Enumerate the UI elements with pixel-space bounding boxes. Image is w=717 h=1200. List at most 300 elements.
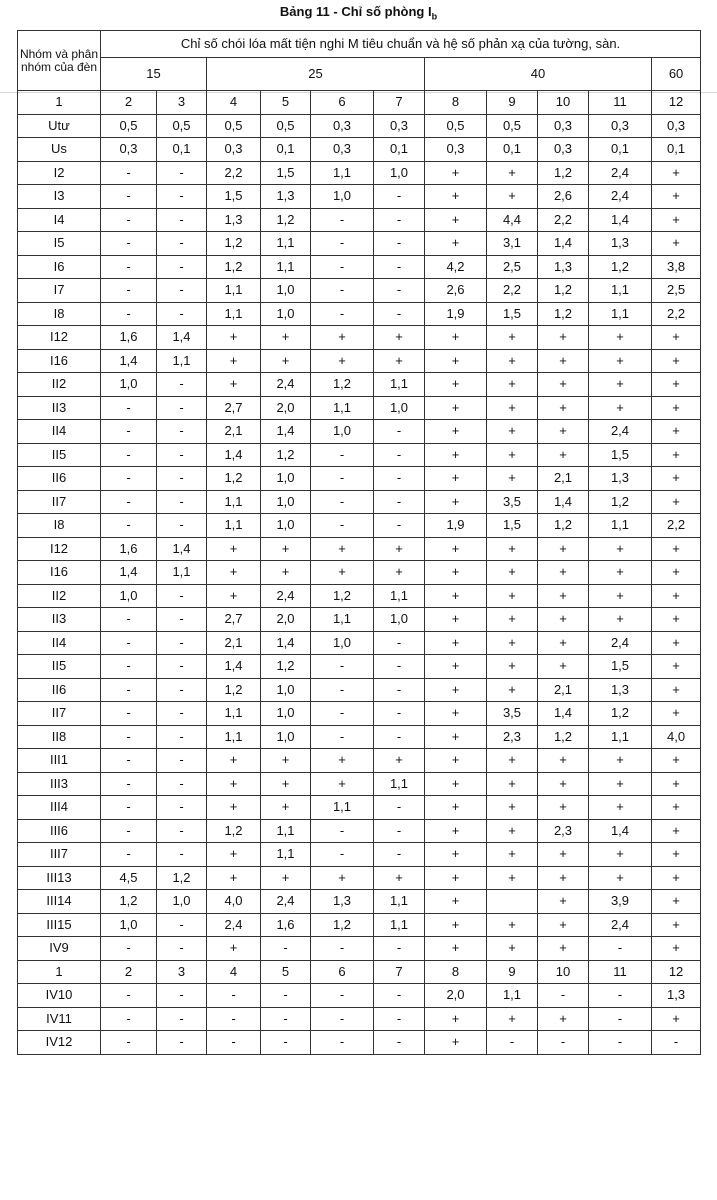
table-cell: 3 xyxy=(157,91,207,115)
table-cell: + xyxy=(652,326,701,350)
table-cell: - xyxy=(157,467,207,491)
row-label-cell: II6 xyxy=(18,467,101,491)
table-cell: + xyxy=(425,1031,487,1055)
main-column-header: Chỉ số chói lóa mất tiện nghi M tiêu chuẩn và hệ số phản xạ của tường, sàn. xyxy=(101,31,701,58)
table-row xyxy=(18,960,701,984)
row-label-cell: II2 xyxy=(18,584,101,608)
table-cell: 2,2 xyxy=(207,161,261,185)
table-cell: 0,1 xyxy=(261,138,311,162)
table-cell: 1,0 xyxy=(261,279,311,303)
table-cell: + xyxy=(589,608,652,632)
table-cell: + xyxy=(652,443,701,467)
table-cell: 8 xyxy=(425,91,487,115)
table-cell: 3,5 xyxy=(487,702,538,726)
table-cell: 1,6 xyxy=(101,537,157,561)
table-row xyxy=(18,702,701,726)
table-cell: - xyxy=(538,984,589,1008)
table-cell: - xyxy=(207,1007,261,1031)
table-row xyxy=(18,302,701,326)
table-cell: 1,4 xyxy=(207,443,261,467)
table-cell: 1,2 xyxy=(311,584,374,608)
table-cell: 1,4 xyxy=(261,420,311,444)
table-cell: + xyxy=(425,819,487,843)
table-cell: - xyxy=(311,232,374,256)
table-cell: - xyxy=(101,631,157,655)
table-title xyxy=(0,4,717,22)
table-cell: - xyxy=(374,937,425,961)
table-row xyxy=(18,1007,701,1031)
table-cell: + xyxy=(487,631,538,655)
table-cell: 2,2 xyxy=(538,208,589,232)
table-cell: + xyxy=(487,349,538,373)
table-cell: 1,3 xyxy=(538,255,589,279)
table-cell: + xyxy=(652,702,701,726)
table-cell: + xyxy=(538,772,589,796)
table-cell: - xyxy=(311,655,374,679)
table-cell: 1,2 xyxy=(207,819,261,843)
table-cell: - xyxy=(157,655,207,679)
table-cell: + xyxy=(425,443,487,467)
table-cell: 4,0 xyxy=(207,890,261,914)
table-cell: + xyxy=(207,537,261,561)
table-cell: - xyxy=(311,514,374,538)
table-cell: + xyxy=(652,608,701,632)
table-cell: + xyxy=(261,772,311,796)
table-cell: + xyxy=(425,349,487,373)
row-label-cell: III3 xyxy=(18,772,101,796)
table-cell: + xyxy=(425,631,487,655)
table-cell: + xyxy=(589,396,652,420)
table-cell: 1,2 xyxy=(538,302,589,326)
table-cell: 2,7 xyxy=(207,396,261,420)
table-cell: 1,9 xyxy=(425,514,487,538)
table-cell: 9 xyxy=(487,960,538,984)
table-cell: + xyxy=(207,373,261,397)
table-cell: + xyxy=(487,608,538,632)
table-cell: - xyxy=(157,490,207,514)
table-cell: + xyxy=(652,420,701,444)
row-label-cell: IV9 xyxy=(18,937,101,961)
table-cell: - xyxy=(374,302,425,326)
table-cell: - xyxy=(311,467,374,491)
row-label-cell: Us xyxy=(18,138,101,162)
table-cell: + xyxy=(487,396,538,420)
table-cell: + xyxy=(374,561,425,585)
row-label-cell: II3 xyxy=(18,396,101,420)
table-cell: - xyxy=(538,1031,589,1055)
table-cell: + xyxy=(652,1007,701,1031)
table-cell: 1,4 xyxy=(538,702,589,726)
table-cell: + xyxy=(538,749,589,773)
table-cell: 0,1 xyxy=(589,138,652,162)
table-cell: 4,4 xyxy=(487,208,538,232)
table-cell: 1,3 xyxy=(652,984,701,1008)
table-cell: + xyxy=(538,608,589,632)
table-cell: 11 xyxy=(589,91,652,115)
table-cell: - xyxy=(374,232,425,256)
table-cell: 1,3 xyxy=(311,890,374,914)
table-cell: + xyxy=(425,890,487,914)
table-cell: + xyxy=(311,772,374,796)
table-cell: 0,5 xyxy=(157,114,207,138)
table-row xyxy=(18,91,701,115)
table-cell: + xyxy=(538,655,589,679)
table-row xyxy=(18,208,701,232)
table-cell: - xyxy=(311,302,374,326)
table-row xyxy=(18,279,701,303)
table-cell: - xyxy=(589,1031,652,1055)
table-cell: - xyxy=(101,702,157,726)
table-cell: + xyxy=(425,937,487,961)
table-cell: 1,1 xyxy=(311,396,374,420)
table-cell: - xyxy=(101,678,157,702)
table-cell: - xyxy=(261,1031,311,1055)
table-row xyxy=(18,349,701,373)
table-cell: + xyxy=(652,890,701,914)
table-cell: + xyxy=(261,537,311,561)
table-cell: - xyxy=(157,255,207,279)
table-cell: - xyxy=(261,984,311,1008)
table-cell: 1,1 xyxy=(207,279,261,303)
row-label-cell: II7 xyxy=(18,702,101,726)
table-cell: 1,1 xyxy=(157,349,207,373)
table-cell: + xyxy=(425,208,487,232)
table-cell: - xyxy=(101,185,157,209)
table-cell: 2,2 xyxy=(487,279,538,303)
table-cell: - xyxy=(374,208,425,232)
table-row xyxy=(18,678,701,702)
table-cell: - xyxy=(157,913,207,937)
table-cell: 1,2 xyxy=(538,279,589,303)
table-cell: + xyxy=(487,913,538,937)
row-label-cell: I4 xyxy=(18,208,101,232)
table-row xyxy=(18,561,701,585)
table-cell: 2,6 xyxy=(425,279,487,303)
table-cell: + xyxy=(425,490,487,514)
table-cell: 0,5 xyxy=(487,114,538,138)
table-cell: 1,0 xyxy=(374,161,425,185)
table-cell: + xyxy=(207,584,261,608)
table-cell: 1,3 xyxy=(207,208,261,232)
table-cell: - xyxy=(157,514,207,538)
table-cell: - xyxy=(101,279,157,303)
table-cell: - xyxy=(101,1007,157,1031)
table-cell: 1,5 xyxy=(589,443,652,467)
table-row xyxy=(18,185,701,209)
group-column-header: Nhóm và phân nhóm của đèn xyxy=(18,31,101,91)
table-cell: 1,9 xyxy=(425,302,487,326)
table-cell: 1,4 xyxy=(538,490,589,514)
table-cell: 1,4 xyxy=(589,819,652,843)
row-label-cell: III15 xyxy=(18,913,101,937)
table-cell: 1,2 xyxy=(261,208,311,232)
row-label-cell: III13 xyxy=(18,866,101,890)
table-cell: + xyxy=(652,584,701,608)
table-cell: + xyxy=(652,537,701,561)
table-cell: 1,2 xyxy=(311,373,374,397)
table-cell: - xyxy=(374,1007,425,1031)
table-cell: 1,0 xyxy=(311,631,374,655)
table-cell: 0,1 xyxy=(374,138,425,162)
table-cell: 4 xyxy=(207,960,261,984)
table-cell: + xyxy=(652,866,701,890)
row-label-cell: 1 xyxy=(18,91,101,115)
table-cell: - xyxy=(157,1031,207,1055)
table-cell: + xyxy=(652,161,701,185)
table-cell: - xyxy=(374,725,425,749)
table-cell: + xyxy=(652,843,701,867)
table-cell: 1,4 xyxy=(101,349,157,373)
table-cell: - xyxy=(374,819,425,843)
table-row xyxy=(18,866,701,890)
table-cell: + xyxy=(589,349,652,373)
table-cell: + xyxy=(425,232,487,256)
table-cell: 1,0 xyxy=(261,514,311,538)
table-cell: - xyxy=(487,1031,538,1055)
table-cell: 1,3 xyxy=(589,232,652,256)
table-cell: 6 xyxy=(311,91,374,115)
table-cell: 0,5 xyxy=(261,114,311,138)
table-cell: - xyxy=(101,1031,157,1055)
table-row xyxy=(18,772,701,796)
table-cell: + xyxy=(261,796,311,820)
table-cell: 1,1 xyxy=(374,890,425,914)
table-cell: 1,2 xyxy=(207,255,261,279)
level-header-15: 15 xyxy=(101,58,207,91)
row-label-cell: III7 xyxy=(18,843,101,867)
table-cell: - xyxy=(157,396,207,420)
table-cell: 0,3 xyxy=(538,138,589,162)
table-cell: 10 xyxy=(538,960,589,984)
table-cell: + xyxy=(538,584,589,608)
table-cell: + xyxy=(261,749,311,773)
table-cell: - xyxy=(157,631,207,655)
table-cell: + xyxy=(425,373,487,397)
table-cell: - xyxy=(101,396,157,420)
table-cell: - xyxy=(157,702,207,726)
table-cell: + xyxy=(487,772,538,796)
table-cell: + xyxy=(538,866,589,890)
table-cell: + xyxy=(311,349,374,373)
table-row xyxy=(18,913,701,937)
table-cell: 10 xyxy=(538,91,589,115)
table-cell: + xyxy=(425,326,487,350)
table-row xyxy=(18,984,701,1008)
table-cell: - xyxy=(101,819,157,843)
table-cell: + xyxy=(261,326,311,350)
table-cell: + xyxy=(538,631,589,655)
table-cell: 2 xyxy=(101,960,157,984)
table-cell: - xyxy=(311,984,374,1008)
table-cell: 1,4 xyxy=(261,631,311,655)
table-row xyxy=(18,537,701,561)
table-cell: 1,2 xyxy=(589,490,652,514)
table-row xyxy=(18,443,701,467)
table-cell: + xyxy=(652,467,701,491)
table-cell: 5 xyxy=(261,960,311,984)
table-cell: 2,4 xyxy=(207,913,261,937)
table-cell: + xyxy=(538,796,589,820)
table-cell: - xyxy=(157,725,207,749)
table-cell: 1,0 xyxy=(101,584,157,608)
table-row xyxy=(18,1031,701,1055)
table-row xyxy=(18,490,701,514)
table-cell: + xyxy=(487,819,538,843)
row-label-cell: 1 xyxy=(18,960,101,984)
table-cell: - xyxy=(207,1031,261,1055)
row-label-cell: I6 xyxy=(18,255,101,279)
table-cell: + xyxy=(425,161,487,185)
table-cell: - xyxy=(157,749,207,773)
table-cell: 3,5 xyxy=(487,490,538,514)
table-cell: 2,1 xyxy=(207,420,261,444)
table-cell: + xyxy=(589,584,652,608)
table-cell: - xyxy=(311,279,374,303)
table-cell: - xyxy=(374,631,425,655)
table-cell: 0,3 xyxy=(652,114,701,138)
table-cell: 1,2 xyxy=(538,514,589,538)
table-cell: 0,3 xyxy=(311,138,374,162)
table-cell: 2,1 xyxy=(207,631,261,655)
table-row xyxy=(18,608,701,632)
table-cell: 0,3 xyxy=(101,138,157,162)
table-cell: - xyxy=(157,232,207,256)
table-cell: + xyxy=(207,326,261,350)
table-cell: 1,0 xyxy=(374,396,425,420)
table-cell xyxy=(487,890,538,914)
table-cell: 2,3 xyxy=(538,819,589,843)
table-cell: 0,5 xyxy=(101,114,157,138)
table-cell: 1,0 xyxy=(311,420,374,444)
table-cell: + xyxy=(652,185,701,209)
table-row xyxy=(18,514,701,538)
row-label-cell: I16 xyxy=(18,561,101,585)
table-cell: 1,2 xyxy=(157,866,207,890)
table-cell: - xyxy=(311,843,374,867)
row-label-cell: I8 xyxy=(18,302,101,326)
table-cell: + xyxy=(487,537,538,561)
table-cell: 1,3 xyxy=(589,467,652,491)
table-cell: 1,1 xyxy=(261,819,311,843)
table-cell: + xyxy=(589,843,652,867)
table-cell: 2,4 xyxy=(589,420,652,444)
row-label-cell: II4 xyxy=(18,420,101,444)
table-cell: + xyxy=(487,467,538,491)
table-cell: - xyxy=(101,490,157,514)
table-cell: 4,0 xyxy=(652,725,701,749)
table-cell: 1,2 xyxy=(207,467,261,491)
table-cell: - xyxy=(157,937,207,961)
row-label-cell: I7 xyxy=(18,279,101,303)
table-cell: + xyxy=(374,866,425,890)
table-cell: - xyxy=(311,255,374,279)
table-cell: 1,2 xyxy=(538,725,589,749)
table-cell: - xyxy=(101,467,157,491)
table-cell: - xyxy=(589,1007,652,1031)
table-cell: 1,1 xyxy=(311,796,374,820)
table-cell: - xyxy=(207,984,261,1008)
table-cell: - xyxy=(101,843,157,867)
table-cell: 1,1 xyxy=(207,302,261,326)
row-label-cell: I12 xyxy=(18,537,101,561)
table-cell: - xyxy=(101,608,157,632)
table-row xyxy=(18,655,701,679)
table-cell: - xyxy=(101,749,157,773)
table-cell: 0,3 xyxy=(425,138,487,162)
table-title-text: Bảng 11 - Chỉ số phòng I xyxy=(279,4,432,19)
table-cell: 2,0 xyxy=(261,608,311,632)
table-cell: 1,1 xyxy=(207,514,261,538)
table-cell: - xyxy=(374,279,425,303)
table-cell: + xyxy=(425,655,487,679)
table-cell: 7 xyxy=(374,960,425,984)
row-label-cell: I2 xyxy=(18,161,101,185)
table-cell: + xyxy=(261,349,311,373)
table-cell: + xyxy=(425,420,487,444)
table-cell: + xyxy=(207,772,261,796)
table-cell: + xyxy=(538,561,589,585)
table-cell: 1,0 xyxy=(101,373,157,397)
table-cell: 2,4 xyxy=(261,584,311,608)
table-cell: 1,0 xyxy=(261,302,311,326)
table-row xyxy=(18,819,701,843)
table-cell: + xyxy=(425,913,487,937)
table-cell: 4,5 xyxy=(101,866,157,890)
row-label-cell: Utư xyxy=(18,114,101,138)
table-cell: + xyxy=(487,866,538,890)
table-cell: - xyxy=(374,255,425,279)
table-cell: - xyxy=(157,185,207,209)
table-cell: - xyxy=(101,443,157,467)
table-cell: - xyxy=(157,279,207,303)
table-cell: - xyxy=(157,1007,207,1031)
table-cell: 1,0 xyxy=(157,890,207,914)
table-cell: 3 xyxy=(157,960,207,984)
table-cell: + xyxy=(487,584,538,608)
table-cell: 1,0 xyxy=(311,185,374,209)
level-header-60: 60 xyxy=(652,58,701,91)
level-header-40: 40 xyxy=(425,58,652,91)
table-cell: - xyxy=(589,937,652,961)
table-cell: 1,4 xyxy=(157,537,207,561)
table-cell: - xyxy=(374,655,425,679)
row-label-cell: I16 xyxy=(18,349,101,373)
table-cell: 1,1 xyxy=(589,302,652,326)
table-row xyxy=(18,584,701,608)
table-cell: - xyxy=(261,1007,311,1031)
table-cell: 0,5 xyxy=(425,114,487,138)
table-cell: + xyxy=(425,467,487,491)
table-cell: - xyxy=(157,796,207,820)
table-cell: 1,0 xyxy=(261,725,311,749)
table-cell: + xyxy=(487,561,538,585)
table-cell: 2,0 xyxy=(425,984,487,1008)
table-cell: - xyxy=(157,608,207,632)
table-cell: 1,3 xyxy=(589,678,652,702)
level-header-25: 25 xyxy=(207,58,425,91)
table-cell: 1,0 xyxy=(374,608,425,632)
table-cell: - xyxy=(261,937,311,961)
row-label-cell: III14 xyxy=(18,890,101,914)
table-cell: + xyxy=(261,561,311,585)
table-cell: 11 xyxy=(589,960,652,984)
table-cell: 0,1 xyxy=(487,138,538,162)
table-cell: 1,1 xyxy=(487,984,538,1008)
table-cell: 2,4 xyxy=(261,890,311,914)
table-cell: - xyxy=(311,937,374,961)
table-row xyxy=(18,796,701,820)
table-cell: 1,2 xyxy=(261,443,311,467)
